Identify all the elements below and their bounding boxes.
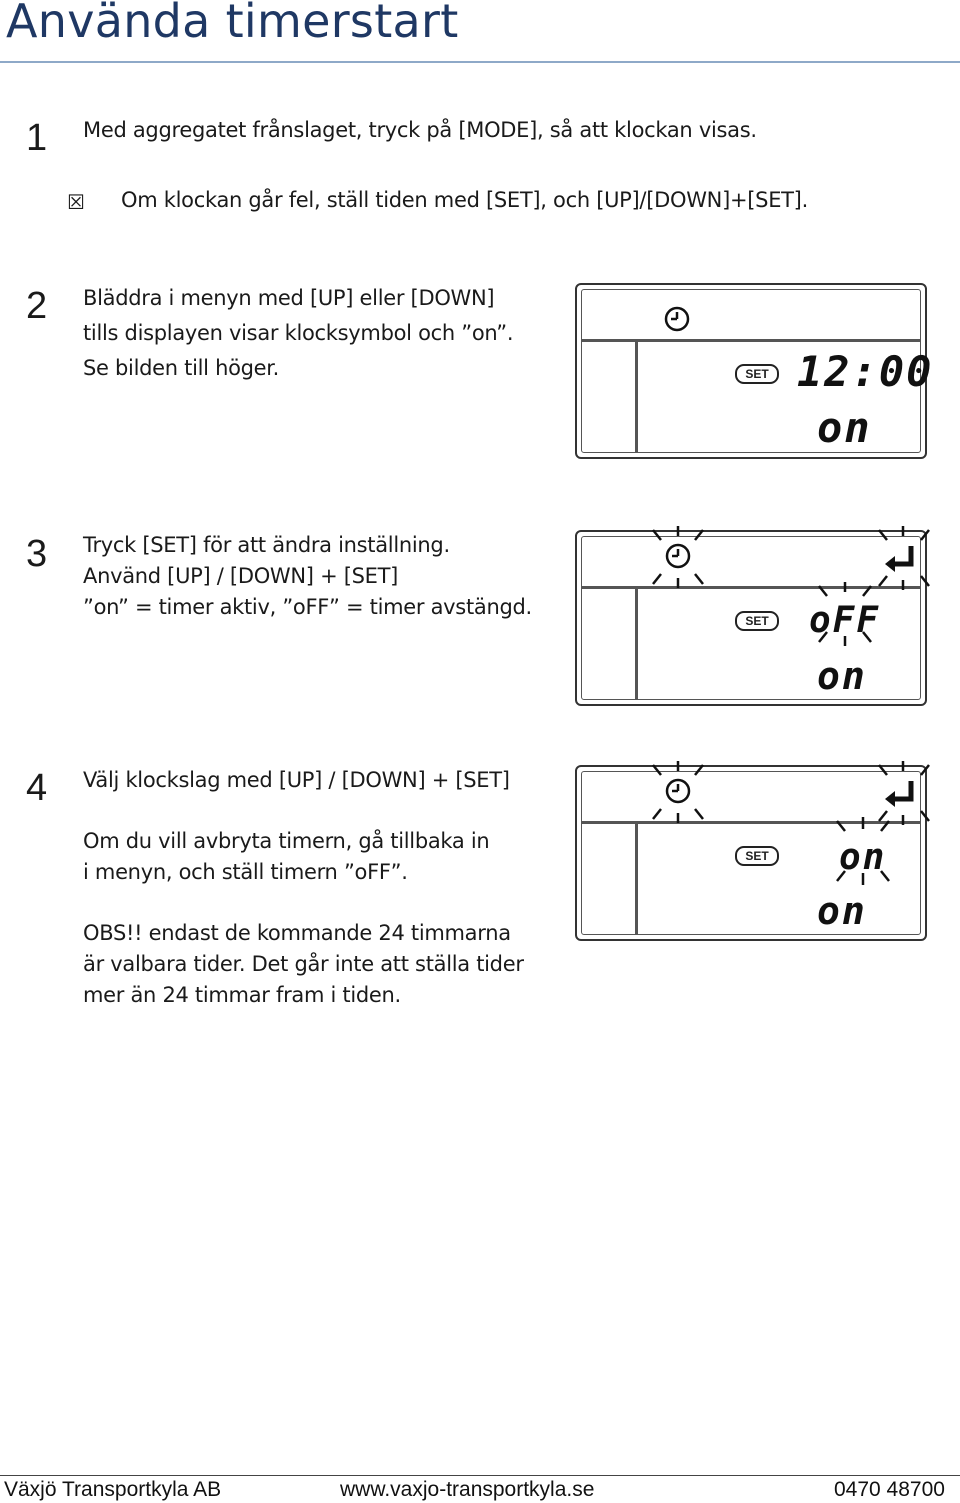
- note-box-icon: ☒: [67, 190, 85, 214]
- title-divider: [0, 61, 960, 63]
- timer-option: on: [839, 837, 887, 878]
- step-4-line-5: är valbara tider. Det går inte att ställa tider: [83, 952, 524, 976]
- set-indicator: SET: [735, 611, 779, 631]
- time-readout: 12:00: [797, 347, 934, 396]
- display-step-4: [575, 765, 927, 941]
- step-2-line-1: Bläddra i menyn med [UP] eller [DOWN]: [83, 286, 495, 310]
- clock-icon: [643, 522, 713, 592]
- step-4-number: 4: [26, 767, 48, 809]
- step-2-number: 2: [26, 285, 48, 327]
- page-title: Använda timerstart: [6, 0, 459, 48]
- timer-state: on: [817, 403, 872, 452]
- step-3-line-1: Tryck [SET] för att ändra inställning.: [83, 533, 450, 557]
- step-1-number: 1: [26, 117, 48, 159]
- timer-state: on: [817, 654, 867, 698]
- footer-website: www.vaxjo-transportkyla.se: [340, 1478, 595, 1501]
- step-2-line-3: Se bilden till höger.: [83, 356, 280, 380]
- step-4-line-1: Välj klockslag med [UP] / [DOWN] + [SET]: [83, 768, 510, 792]
- timer-option: oFF: [809, 600, 881, 641]
- step-4-line-6: mer än 24 timmar fram i tiden.: [83, 983, 401, 1007]
- step-3-number: 3: [26, 533, 48, 575]
- step-1-text: Med aggregatet frånslaget, tryck på [MODE], så att klockan visas.: [83, 118, 757, 142]
- step-3-line-3: ”on” = timer aktiv, ”oFF” = timer avstängd.: [83, 595, 532, 619]
- set-indicator: SET: [735, 364, 779, 384]
- set-indicator: SET: [735, 846, 779, 866]
- display-step-3: [575, 530, 927, 706]
- step-2-line-2: tills displayen visar klocksymbol och ”on”.: [83, 321, 514, 345]
- footer-company: Växjö Transportkyla AB: [4, 1478, 222, 1501]
- clock-icon: [663, 305, 691, 333]
- footer-divider: [0, 1475, 960, 1476]
- footer-phone: 0470 48700: [834, 1478, 945, 1501]
- clock-icon: [643, 757, 713, 827]
- step-4-line-2: Om du vill avbryta timern, gå tillbaka in: [83, 829, 490, 853]
- step-4-line-3: i menyn, och ställ timern ”oFF”.: [83, 860, 408, 884]
- step-4-line-4: OBS!! endast de kommande 24 timmarna: [83, 921, 511, 945]
- timer-state: on: [817, 889, 867, 933]
- step-1-note: Om klockan går fel, ställ tiden med [SET], och [UP]/[DOWN]+[SET].: [121, 188, 808, 212]
- display-step-2: [575, 283, 934, 459]
- step-3-line-2: Använd [UP] / [DOWN] + [SET]: [83, 564, 399, 588]
